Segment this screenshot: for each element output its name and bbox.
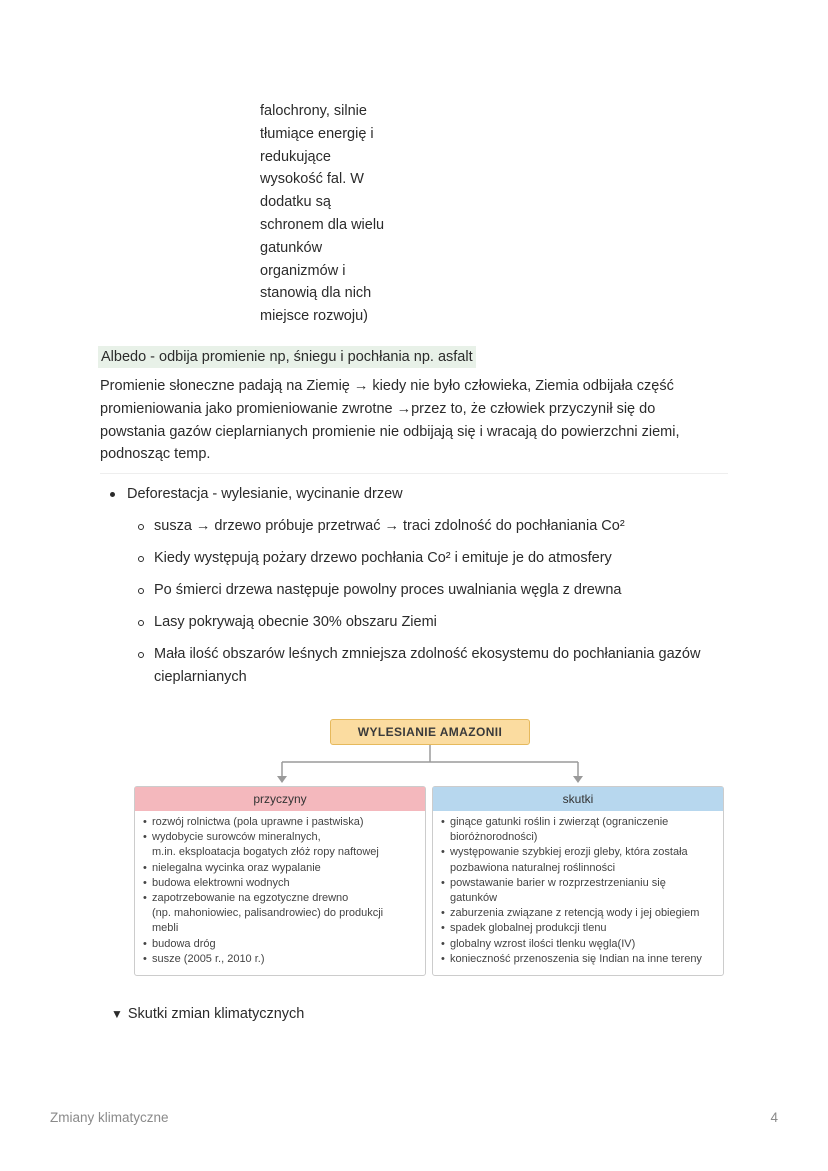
sub-bullet-text: Lasy pokrywają obecnie 30% obszaru Ziemi (154, 614, 437, 630)
paragraph (100, 375, 730, 466)
divider (100, 473, 728, 474)
sub-bullet-item (138, 515, 738, 538)
footer-title: Zmiany klimatyczne (50, 1110, 169, 1125)
text-line: schronem dla wielu (260, 216, 385, 233)
text-line: gatunków (260, 239, 323, 256)
albedo-highlight: Albedo - odbija promienie np, śniegu i pochłania np. asfalt (98, 346, 476, 368)
bullet-text: Deforestacja - wylesianie, wycinanie drzew (127, 486, 403, 502)
list-item: • spadek globalnej produkcji tlenu (441, 922, 607, 935)
list-item: • wydobycie surowców mineralnych, (143, 831, 321, 844)
sub-bullet-item (138, 547, 738, 570)
list-item: (np. mahoniowiec, palisandrowiec) do produkcji (152, 907, 384, 920)
paragraph-line: podnosząc temp. (100, 446, 211, 463)
list-item: m.in. eksploatacja bogatych złóż ropy naftowej (152, 846, 379, 859)
list-item: • konieczność przenoszenia się Indian na inne tereny (441, 952, 702, 965)
continuation-text (260, 100, 420, 328)
sub-bullet-item (138, 643, 728, 688)
sub-bullet-text: susza → drzewo próbuje przetrwać → traci zdolność do pochłaniania Co² (154, 518, 625, 534)
paragraph-line: powstania gazów cieplarnianych promienie nie odbijają się i wracają do powierzchni ziemi, (100, 423, 680, 440)
text-line: tłumiące energię i (260, 125, 374, 142)
text-line: stanowią dla nich (260, 285, 372, 302)
text-line: wysokość fal. W (260, 171, 364, 188)
list-item: gatunków (450, 892, 498, 905)
causes-list (135, 811, 425, 967)
bullet-item (110, 484, 403, 504)
deforestation-diagram (130, 712, 730, 982)
list-item: • susze (2005 r., 2010 r.) (143, 952, 265, 965)
text-line: organizmów i (260, 262, 346, 279)
circle-bullet-icon (138, 588, 144, 594)
arrow-down-icon (573, 776, 583, 783)
sub-bullet-text: Po śmierci drzewa następuje powolny proces uwalniania węgla z drewna (154, 582, 622, 598)
sub-bullet-item (138, 611, 738, 634)
list-item: • rozwój rolnictwa (pola uprawne i pastwiska) (143, 816, 364, 828)
arrow-down-icon (277, 776, 287, 783)
sub-bullet-text: Mała ilość obszarów leśnych zmniejsza zdolność ekosystemu do pochłaniania gazów cieplarnianych (154, 646, 701, 685)
text-line: dodatku są (260, 194, 331, 211)
circle-bullet-icon (138, 524, 144, 530)
list-item: • globalny wzrost ilości tlenku węgla(IV) (441, 937, 636, 950)
list-item: • występowanie szybkiej erozji gleby, która została (441, 846, 688, 859)
effects-header: skutki (433, 787, 723, 811)
bullet-dot-icon (110, 492, 115, 497)
effects-list (433, 811, 723, 967)
paragraph-line: promieniowania jako promieniowanie zwrotne →przez to, że człowiek przyczynił się do (100, 400, 656, 417)
list-item: • budowa dróg (143, 937, 216, 950)
diagram-title: WYLESIANIE AMAZONII (330, 719, 530, 745)
text-line: falochrony, silnie (260, 103, 367, 119)
list-item: • ginące gatunki roślin i zwierząt (ograniczenie (441, 816, 669, 828)
causes-header: przyczyny (135, 787, 425, 811)
sub-bullet-item (138, 579, 738, 602)
causes-box (134, 786, 426, 976)
sub-bullet-text: Kiedy występują pożary drzewo pochłania Co² i emituje je do atmosfery (154, 550, 612, 566)
triangle-down-icon[interactable]: ▼ (111, 1007, 123, 1021)
toggle-section[interactable] (111, 1004, 304, 1024)
list-item: mebli (152, 922, 179, 935)
text-line: redukujące (260, 148, 331, 165)
text-line: miejsce rozwoju) (260, 308, 368, 325)
list-item: • zapotrzebowanie na egzotyczne drewno (143, 892, 349, 905)
paragraph-line: Promienie słoneczne padają na Ziemię → kiedy nie było człowieka, Ziemia odbijała część (100, 378, 674, 394)
circle-bullet-icon (138, 652, 144, 658)
circle-bullet-icon (138, 556, 144, 562)
toggle-label[interactable]: Skutki zmian klimatycznych (127, 1006, 305, 1022)
list-item: • powstawanie barier w rozprzestrzenianiu się (441, 876, 666, 889)
list-item: • zaburzenia związane z retencją wody i jej obiegiem (441, 907, 700, 920)
list-item: • budowa elektrowni wodnych (143, 876, 290, 889)
list-item: • nielegalna wycinka oraz wypalanie (143, 861, 321, 874)
list-item: bioróżnorodności) (450, 831, 538, 844)
effects-box (432, 786, 724, 976)
page-number: 4 (770, 1110, 778, 1125)
circle-bullet-icon (138, 620, 144, 626)
list-item: pozbawiona naturalnej roślinności (450, 861, 616, 874)
